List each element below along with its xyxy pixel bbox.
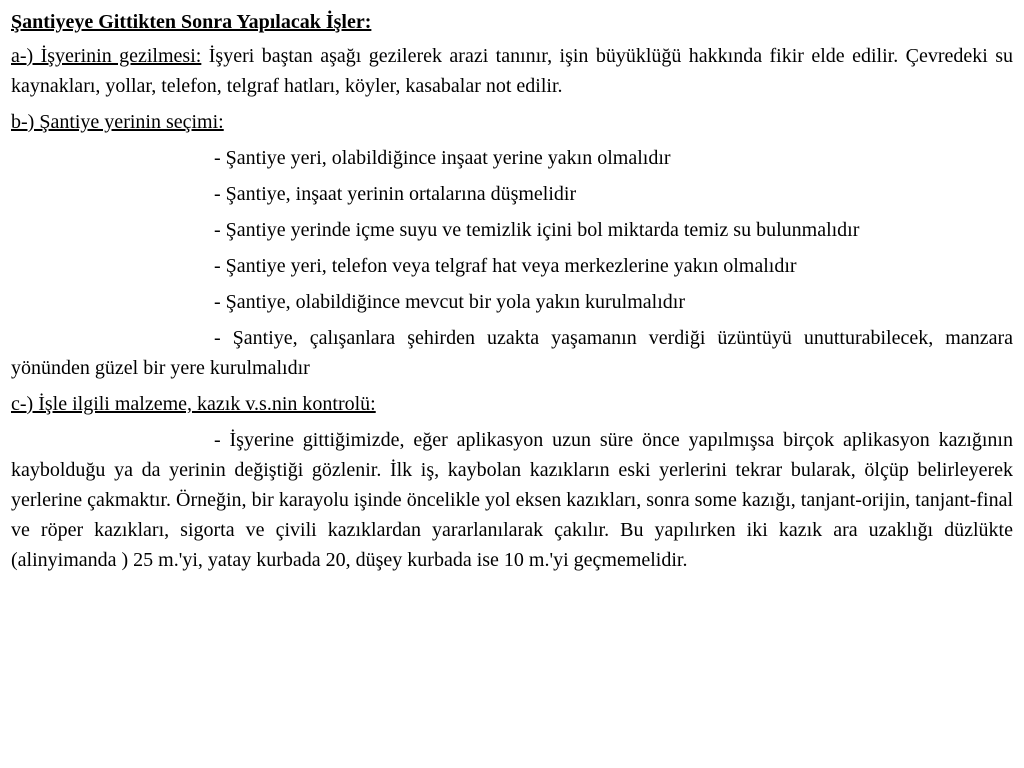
- section-b-item: - Şantiye, olabildiğince mevcut bir yola yakın kurulmalıdır: [214, 291, 685, 313]
- section-c-paragraph: - İşyerine gittiğimizde, eğer aplikasyon uzun süre önce yapılmışsa birçok aplikasyon kazığının kaybolduğu ya da yerinin değiştiği gözlenir. İlk iş, kaybolan kazıkların eski yerlerini tekrar bularak, ölçüp belirleyerek yerlerine çakmaktır. Örneğin, bir karayolu işinde öncelikle yol eksen kazıkları, sonra some kazığı, tanjant-orijin, tanjant-final ve röper kazıkları, sigorta ve çivili kazıklardan yararlanılarak çakılır. Bu yapılırken iki kazık ara uzaklığı düzlükte (alinyimanda ) 25 m.'yi, yatay kurbada 20, düşey kurbada ise 10 m.'yi geçmemelidir.: [11, 429, 1013, 571]
- section-b-label: b-) Şantiye yerinin seçimi:: [11, 111, 224, 133]
- section-a-label: a-) İşyerinin gezilmesi:: [11, 45, 202, 67]
- section-b-item: - Şantiye yeri, olabildiğince inşaat yerine yakın olmalıdır: [214, 147, 671, 169]
- section-b-item: - Şantiye, inşaat yerinin ortalarına düşmelidir: [214, 183, 577, 205]
- section-a-paragraph: [11, 41, 1013, 101]
- section-c-label-line: [11, 389, 1013, 419]
- section-c-label: c-) İşle ilgili malzeme, kazık v.s.nin kontrolü:: [11, 393, 376, 415]
- section-b-item: - Şantiye yeri, telefon veya telgraf hat veya merkezlerine yakın olmalıdır: [214, 255, 797, 277]
- document-body: [11, 7, 1013, 581]
- section-b-label-line: [11, 107, 1013, 137]
- section-b-item: - Şantiye, çalışanlara şehirden uzakta yaşamanın verdiği üzüntüyü unutturabilecek, manzara yönünden güzel bir yere kurulmalıdır: [11, 327, 1013, 379]
- section-a-text: İşyeri baştan aşağı gezilerek arazi tanınır, işin büyüklüğü hakkında fikir elde edilir. Çevredeki su kaynakları, yollar, telefon, telgraf hatları, köyler, kasabalar not edilir.: [11, 45, 1013, 97]
- section-b-item: - Şantiye yerinde içme suyu ve temizlik içini bol miktarda temiz su bulunmalıdır: [214, 219, 860, 241]
- page-title: Şantiyeye Gittikten Sonra Yapılacak İşler:: [11, 11, 372, 33]
